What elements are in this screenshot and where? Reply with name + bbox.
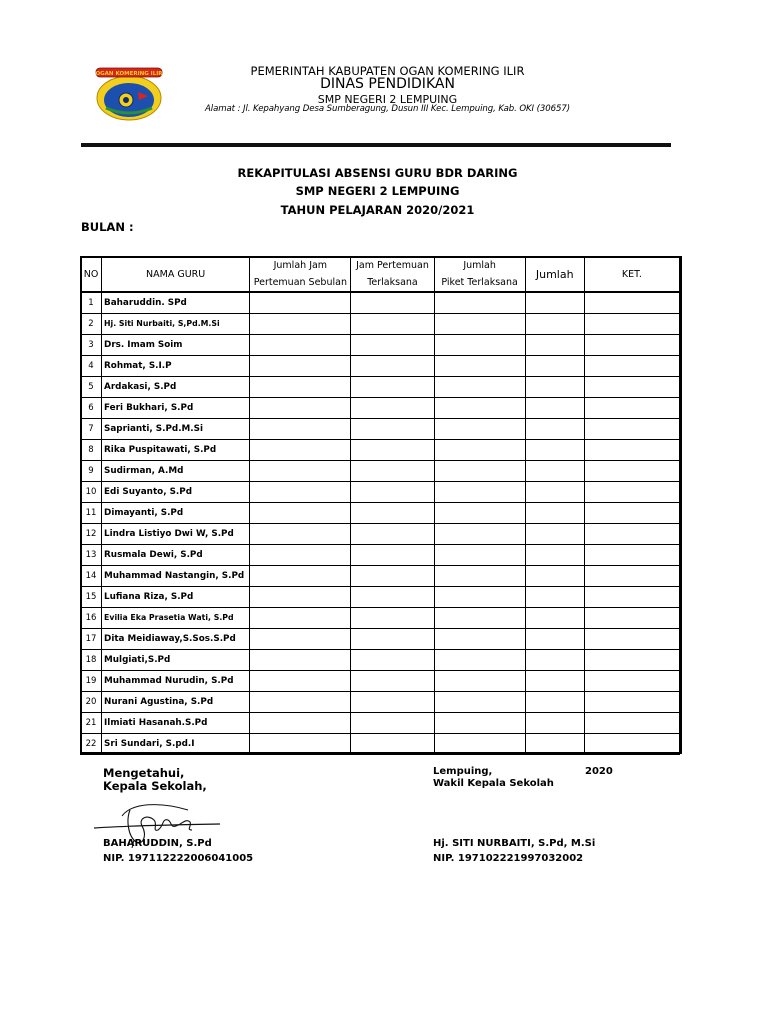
ket-cell: [584, 544, 679, 565]
terlaksana-cell: [351, 334, 434, 355]
piket-cell: [434, 691, 525, 712]
teacher-name: Dita Meidiaway,S.Sos.S.Pd: [102, 628, 250, 649]
jam-sebulan-cell: [250, 586, 351, 607]
table-row: [81, 628, 680, 649]
jam-sebulan-cell: [250, 565, 351, 586]
row-number: 14: [81, 565, 102, 586]
jumlah-cell: [525, 460, 584, 481]
piket-cell: [434, 481, 525, 502]
jumlah-cell: [525, 670, 584, 691]
terlaksana-cell: [351, 607, 434, 628]
piket-cell: [434, 544, 525, 565]
row-number: 18: [81, 649, 102, 670]
jumlah-cell: [525, 544, 584, 565]
ket-cell: [584, 313, 679, 334]
header-terlaksana-line1: Jam Pertemuan: [356, 260, 429, 271]
header-jam-sebulan-line1: Jumlah Jam: [273, 260, 328, 271]
table-row: [81, 355, 680, 376]
acknowledged-label: Mengetahui,: [103, 766, 185, 780]
ket-cell: [584, 460, 679, 481]
row-number: 8: [81, 439, 102, 460]
terlaksana-cell: [351, 502, 434, 523]
table-row: [81, 334, 680, 355]
jam-sebulan-cell: [250, 292, 351, 313]
jumlah-cell: [525, 313, 584, 334]
teacher-name: Saprianti, S.Pd.M.Si: [102, 418, 250, 439]
ket-cell: [584, 628, 679, 649]
terlaksana-cell: [351, 565, 434, 586]
jam-sebulan-cell: [250, 544, 351, 565]
row-number: 11: [81, 502, 102, 523]
letterhead-divider: [81, 143, 671, 147]
jam-sebulan-cell: [250, 481, 351, 502]
row-number: 2: [81, 313, 102, 334]
piket-cell: [434, 523, 525, 544]
ket-cell: [584, 397, 679, 418]
vice-principal-nip: NIP. 197102221997032002: [433, 853, 584, 864]
jam-sebulan-cell: [250, 628, 351, 649]
piket-cell: [434, 649, 525, 670]
jumlah-cell: [525, 628, 584, 649]
jumlah-cell: [525, 418, 584, 439]
teacher-name: Baharuddin. SPd: [102, 292, 250, 313]
terlaksana-cell: [351, 733, 434, 754]
jam-sebulan-cell: [250, 670, 351, 691]
jam-sebulan-cell: [250, 691, 351, 712]
school-name: SMP NEGERI 2 LEMPUING: [317, 93, 458, 106]
jumlah-cell: [525, 523, 584, 544]
ket-cell: [584, 523, 679, 544]
terlaksana-cell: [351, 670, 434, 691]
teacher-name: Muhammad Nurudin, S.Pd: [102, 670, 250, 691]
terlaksana-cell: [351, 481, 434, 502]
row-number: 10: [81, 481, 102, 502]
jumlah-cell: [525, 691, 584, 712]
ket-cell: [584, 376, 679, 397]
jam-sebulan-cell: [250, 355, 351, 376]
teacher-name: Rusmala Dewi, S.Pd: [102, 544, 250, 565]
piket-cell: [434, 355, 525, 376]
terlaksana-cell: [351, 691, 434, 712]
vice-principal-role: Wakil Kepala Sekolah: [433, 778, 554, 789]
jumlah-cell: [525, 565, 584, 586]
row-number: 3: [81, 334, 102, 355]
ket-cell: [584, 733, 679, 754]
ket-cell: [584, 712, 679, 733]
jam-sebulan-cell: [250, 418, 351, 439]
ket-cell: [584, 439, 679, 460]
terlaksana-cell: [351, 712, 434, 733]
teacher-name: Lindra Listiyo Dwi W, S.Pd: [102, 523, 250, 544]
table-row: [81, 313, 680, 334]
ket-cell: [584, 586, 679, 607]
header-terlaksana-line2: Terlaksana: [367, 277, 418, 288]
ket-cell: [584, 502, 679, 523]
table-row: [81, 544, 680, 565]
piket-cell: [434, 313, 525, 334]
terlaksana-cell: [351, 628, 434, 649]
terlaksana-cell: [351, 376, 434, 397]
jam-sebulan-cell: [250, 313, 351, 334]
teacher-name: Rika Puspitawati, S.Pd: [102, 439, 250, 460]
jumlah-cell: [525, 376, 584, 397]
terlaksana-cell: [351, 292, 434, 313]
ket-cell: [584, 565, 679, 586]
row-number: 16: [81, 607, 102, 628]
jam-sebulan-cell: [250, 523, 351, 544]
department-name: DINAS PENDIDIKAN: [320, 76, 455, 92]
doc-title: REKAPITULASI ABSENSI GURU BDR DARING: [237, 166, 518, 180]
row-number: 5: [81, 376, 102, 397]
header-piket-line1: Jumlah: [463, 260, 496, 271]
piket-cell: [434, 418, 525, 439]
jumlah-cell: [525, 733, 584, 754]
jam-sebulan-cell: [250, 397, 351, 418]
ket-cell: [584, 355, 679, 376]
header-nama: NAMA GURU: [102, 257, 250, 293]
table-row: [81, 649, 680, 670]
ket-cell: [584, 418, 679, 439]
year-label: 2020: [585, 766, 613, 777]
table-row: [81, 670, 680, 691]
jam-sebulan-cell: [250, 502, 351, 523]
teacher-name: Lufiana Riza, S.Pd: [102, 586, 250, 607]
row-number: 20: [81, 691, 102, 712]
jam-sebulan-cell: [250, 607, 351, 628]
table-row: [81, 418, 680, 439]
jumlah-cell: [525, 712, 584, 733]
row-number: 7: [81, 418, 102, 439]
jam-sebulan-cell: [250, 649, 351, 670]
piket-cell: [434, 670, 525, 691]
regency-logo: [92, 64, 166, 122]
row-number: 13: [81, 544, 102, 565]
teacher-name: Feri Bukhari, S.Pd: [102, 397, 250, 418]
jumlah-cell: [525, 292, 584, 313]
header-jam-sebulan-line2: Pertemuan Sebulan: [253, 277, 347, 288]
piket-cell: [434, 292, 525, 313]
table-row: [81, 565, 680, 586]
piket-cell: [434, 334, 525, 355]
principal-nip: NIP. 197112222006041005: [103, 853, 254, 864]
row-number: 9: [81, 460, 102, 481]
jam-sebulan-cell: [250, 712, 351, 733]
doc-academic-year: TAHUN PELAJARAN 2020/2021: [280, 203, 475, 217]
jumlah-cell: [525, 439, 584, 460]
teacher-name: Hj. Siti Nurbaiti, S,Pd.M.Si: [102, 313, 250, 334]
ket-cell: [584, 481, 679, 502]
piket-cell: [434, 502, 525, 523]
row-number: 15: [81, 586, 102, 607]
jam-sebulan-cell: [250, 460, 351, 481]
table-row: [81, 607, 680, 628]
doc-school: SMP NEGERI 2 LEMPUING: [295, 184, 460, 198]
teacher-name: Sri Sundari, S.pd.I: [102, 733, 250, 754]
terlaksana-cell: [351, 460, 434, 481]
ket-cell: [584, 649, 679, 670]
piket-cell: [434, 607, 525, 628]
header-ket: KET.: [584, 257, 679, 293]
table-row: [81, 460, 680, 481]
header-terlaksana: [351, 257, 434, 293]
teacher-name: Sudirman, A.Md: [102, 460, 250, 481]
table-row: [81, 376, 680, 397]
row-number: 17: [81, 628, 102, 649]
table-row: [81, 439, 680, 460]
jumlah-cell: [525, 649, 584, 670]
jam-sebulan-cell: [250, 439, 351, 460]
row-number: 21: [81, 712, 102, 733]
terlaksana-cell: [351, 586, 434, 607]
piket-cell: [434, 397, 525, 418]
terlaksana-cell: [351, 397, 434, 418]
principal-role: Kepala Sekolah,: [103, 779, 207, 793]
piket-cell: [434, 565, 525, 586]
table-row: [81, 397, 680, 418]
jumlah-cell: [525, 481, 584, 502]
terlaksana-cell: [351, 523, 434, 544]
jam-sebulan-cell: [250, 733, 351, 754]
table-row: [81, 733, 680, 754]
piket-cell: [434, 733, 525, 754]
terlaksana-cell: [351, 439, 434, 460]
piket-cell: [434, 460, 525, 481]
teacher-name: Dimayanti, S.Pd: [102, 502, 250, 523]
vice-principal-name: Hj. SITI NURBAITI, S.Pd, M.Si: [433, 838, 596, 849]
terlaksana-cell: [351, 544, 434, 565]
table-row: [81, 292, 680, 313]
ket-cell: [584, 607, 679, 628]
teacher-name: Muhammad Nastangin, S.Pd: [102, 565, 250, 586]
ket-cell: [584, 670, 679, 691]
terlaksana-cell: [351, 418, 434, 439]
row-number: 22: [81, 733, 102, 754]
table-row: [81, 523, 680, 544]
jumlah-cell: [525, 334, 584, 355]
header-jumlah: Jumlah: [525, 257, 584, 293]
header-piket-line2: Piket Terlaksana: [441, 277, 518, 288]
teacher-name: Ilmiati Hasanah.S.Pd: [102, 712, 250, 733]
ket-cell: [584, 334, 679, 355]
teacher-name: Rohmat, S.I.P: [102, 355, 250, 376]
table-header-row: [81, 257, 680, 293]
row-number: 4: [81, 355, 102, 376]
school-address: Alamat : Jl. Kepahyang Desa Sumberagung, Dusun III Kec. Lempuing, Kab. OKI (30657): [205, 104, 570, 114]
table-row: [81, 481, 680, 502]
ket-cell: [584, 292, 679, 313]
terlaksana-cell: [351, 649, 434, 670]
row-number: 1: [81, 292, 102, 313]
piket-cell: [434, 376, 525, 397]
jam-sebulan-cell: [250, 376, 351, 397]
header-jam-sebulan: [250, 257, 351, 293]
header-no: NO: [81, 257, 102, 293]
row-number: 19: [81, 670, 102, 691]
table-row: [81, 712, 680, 733]
government-name: PEMERINTAH KABUPATEN OGAN KOMERING ILIR: [250, 64, 525, 78]
teacher-name: Drs. Imam Soim: [102, 334, 250, 355]
jumlah-cell: [525, 502, 584, 523]
row-number: 6: [81, 397, 102, 418]
header-piket: [434, 257, 525, 293]
jumlah-cell: [525, 607, 584, 628]
terlaksana-cell: [351, 313, 434, 334]
place-label: Lempuing,: [433, 766, 493, 777]
table-row: [81, 691, 680, 712]
ket-cell: [584, 691, 679, 712]
row-number: 12: [81, 523, 102, 544]
piket-cell: [434, 439, 525, 460]
teacher-name: Ardakasi, S.Pd: [102, 376, 250, 397]
piket-cell: [434, 712, 525, 733]
jumlah-cell: [525, 586, 584, 607]
piket-cell: [434, 628, 525, 649]
terlaksana-cell: [351, 355, 434, 376]
piket-cell: [434, 586, 525, 607]
teacher-name: Edi Suyanto, S.Pd: [102, 481, 250, 502]
teacher-name: Mulgiati,S.Pd: [102, 649, 250, 670]
table-row: [81, 502, 680, 523]
table-row: [81, 586, 680, 607]
teacher-name: Evilia Eka Prasetia Wati, S.Pd: [102, 607, 250, 628]
svg-text:OGAN KOMERING ILIR: OGAN KOMERING ILIR: [95, 71, 163, 77]
attendance-table: [80, 256, 680, 755]
teacher-name: Nurani Agustina, S.Pd: [102, 691, 250, 712]
jumlah-cell: [525, 355, 584, 376]
jumlah-cell: [525, 397, 584, 418]
principal-name: BAHARUDDIN, S.Pd: [103, 838, 212, 849]
month-label: BULAN :: [81, 220, 134, 234]
jam-sebulan-cell: [250, 334, 351, 355]
